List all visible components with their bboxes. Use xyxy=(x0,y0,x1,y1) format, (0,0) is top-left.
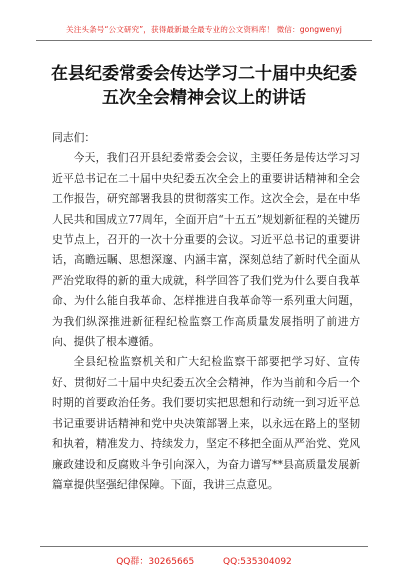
footer-contact xyxy=(0,554,408,567)
paragraph-1: 今天，我们召开县纪委常委会会议，主要任务是传达学习习近平总书记在二十届中央纪委五次全会上的重要讲话精神和全会工作报告，研究部署我县的贯彻落实工作。这次全会，是在中华人民共和国成立77周年，全面开启“十五五”规划新征程的关键历史节点上，召开的一次十分重要的会议。习近平总书记的重要讲话，高瞻远瞩、思想深邃、内涵丰富，深刻总结了新时代全面从严治党取得的新的重大成就，科学回答了我们党为什么要自我革命、为什么能自我革命、怎样推进自我革命等一系列重大问题，为我们纵深推进新征程纪检监察工作高质量发展指明了前进方向、提供了根本遵循。 xyxy=(52,151,360,349)
footer-qq: QQ:535304092 xyxy=(223,557,292,567)
title-line-2: 五次全会精神会议上的讲话 xyxy=(102,88,306,108)
document-body xyxy=(52,128,360,495)
document-title xyxy=(0,62,408,110)
footer-divider xyxy=(40,546,368,547)
paragraph-2: 全县纪检监察机关和广大纪检监察干部要把学习好、宣传好、贯彻好二十届中央纪委五次全会精神，作为当前和今后一个时期的首要政治任务。我们要切实把思想和行动统一到习近平总书记重要讲话精神和党中央决策部署上来，以永远在路上的坚韧和执着，精准发力、持续发力，坚定不移把全面从严治党、党风廉政建设和反腐败斗争引向深入，为奋力谱写**县高质量发展新篇章提供坚强纪律保障。下面，我讲三点意见。 xyxy=(52,355,360,491)
salutation: 同志们： xyxy=(52,131,96,144)
header-divider xyxy=(36,40,372,41)
title-line-1: 在县纪委常委会传达学习二十届中央纪委 xyxy=(51,64,357,84)
footer-qq-group: QQ群：30265665 xyxy=(116,557,195,567)
header-promo-note: 关注头条号“公文研究”，获得最新最全最专业的公文资料库！ 微信：gongwenyj xyxy=(66,25,342,34)
